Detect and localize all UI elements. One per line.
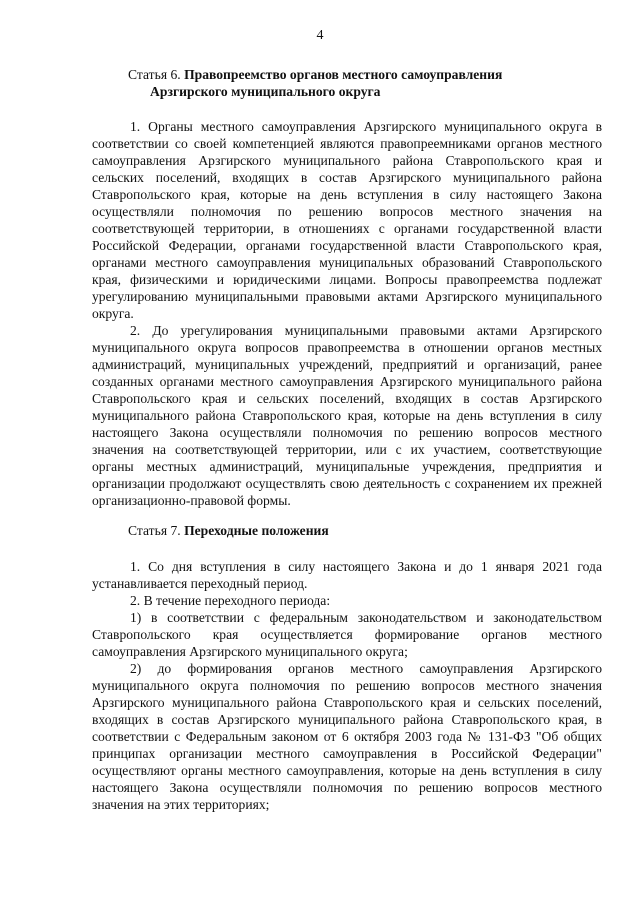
article-6-title-line2: Арзгирского муниципального округа bbox=[150, 84, 381, 99]
article-7-heading bbox=[92, 522, 602, 539]
article-6-heading bbox=[92, 66, 602, 100]
article-6-body bbox=[92, 118, 602, 509]
article-6-prefix: Статья 6. bbox=[128, 67, 181, 82]
article-7-paragraph-2: 2. В течение переходного периода: bbox=[130, 593, 331, 608]
page-number: 4 bbox=[316, 28, 324, 43]
article-7-paragraph-3: 1) в соответствии с федеральным законодательством и законодательством Ставропольского края осуществляется формирование органов местного самоуправления Арзгирского муниципального округа; bbox=[92, 610, 602, 659]
article-6-paragraph-2: 2. До урегулирования муниципальными правовыми актами Арзгирского муниципального округа вопросов правопреемства в отношении органов местных администраций, муниципальных учреждений, предприятий и организаций, ранее созданных органами местного самоуправления Арзгирского муниципального района Ставропольского края и сельских поселений, входящих в состав Арзгирского муниципального района Ставропольского края, которые на день вступления в силу настоящего Закона осуществляли полномочия по решению вопросов местного значения на соответствующей территории, или с их участием, соответствующие органы местных администраций, муниципальные учреждения, предприятия и организации продолжают осуществлять свою деятельность с сохранением их прежней организационно-правовой формы. bbox=[92, 323, 602, 508]
article-6-paragraph-1: 1. Органы местного самоуправления Арзгирского муниципального округа в соответствии со своей компетенцией являются правопреемниками органов местного самоуправления Арзгирского муниципального района Ставропольского края и сельских поселений, входящих в состав Арзгирского муниципального района Ставропольского края, которые на день вступления в силу настоящего Закона осуществляли полномочия по решению вопросов местного значения на соответствующей территории, в отношениях с органами государственной власти Российской Федерации, органами государственной власти Ставропольского края, органами местного самоуправления муниципальных образований Ставропольского края, физическими и юридическими лицами. Вопросы правопреемства подлежат урегулированию муниципальными правовыми актами Арзгирского муниципального округа. bbox=[92, 119, 602, 321]
article-7-paragraph-4: 2) до формирования органов местного самоуправления Арзгирского муниципального округа полномочия по решению вопросов местного значения Арзгирского муниципального района Ставропольского края и сельских поселений, входящих в состав Арзгирского муниципального района Ставропольского края, в соответствии с Федеральным законом от 6 октября 2003 года № 131-ФЗ "Об общих принципах организации местного самоуправления в Российской Федерации" осуществляют органы местного самоуправления, которые на день вступления в силу настоящего Закона осуществляли полномочия по решению вопросов местного значения на этих территориях; bbox=[92, 661, 602, 812]
article-7-prefix: Статья 7. bbox=[128, 523, 181, 538]
article-6-title-line1: Правопреемство органов местного самоуправления bbox=[184, 67, 503, 82]
article-7-paragraph-1: 1. Со дня вступления в силу настоящего Закона и до 1 января 2021 года устанавливается переходный период. bbox=[92, 559, 602, 591]
article-7-body bbox=[92, 558, 602, 813]
article-7-title: Переходные положения bbox=[184, 523, 329, 538]
